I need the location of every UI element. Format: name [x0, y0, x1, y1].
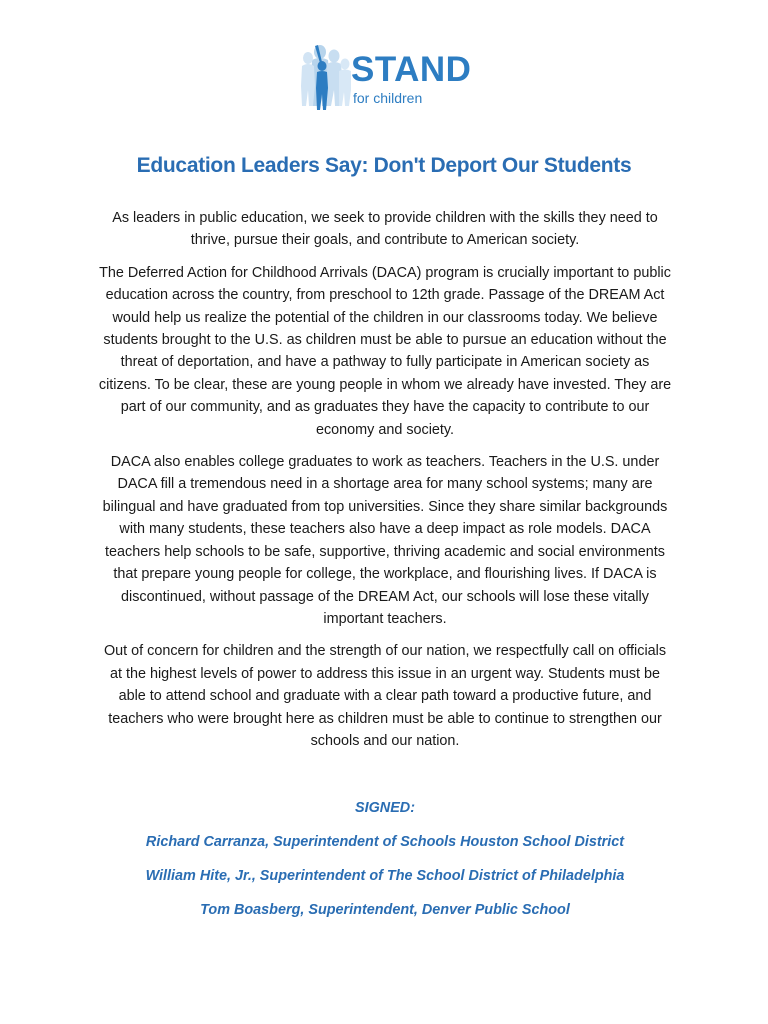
signatory: William Hite, Jr., Superintendent of The School District of Philadelphia — [145, 868, 625, 884]
signed-label: SIGNED: — [355, 800, 415, 816]
paragraph-daca-program: The Deferred Action for Childhood Arrivals (DACA) program is crucially important to public education across the country, from preschool to 12th grade. Passage of the DREAM Act would help us realize the potential of the children in our classrooms today. We believe students brought to the U.S. as children must be able to pursue an education without the threat of deportation, and have a pathway to fully participate in American society as citizens. To be clear, these are young people in whom we already have invested. They are part of our community, and as graduates they have the capacity to contribute to our economy and society. — [98, 264, 672, 438]
signatures-section — [96, 796, 674, 932]
children-figures-icon — [300, 44, 352, 112]
page-title: Education Leaders Say: Don't Deport Our Students — [136, 154, 632, 177]
paragraph-intro: As leaders in public education, we seek to provide children with the skills they need to thrive, pursue their goals, and contribute to American society. — [112, 210, 658, 249]
logo-brand-text: STAND — [351, 50, 472, 89]
logo-tagline-text: for children — [353, 90, 423, 106]
signatory: Richard Carranza, Superintendent of Schools Houston School District — [145, 834, 625, 850]
stand-for-children-logo — [300, 44, 475, 112]
paragraph-daca-teachers: DACA also enables college graduates to work as teachers. Teachers in the U.S. under DACA fill a tremendous need in a shortage area for many school systems; many are bilingual and have graduated from top universities. Since they share similar backgrounds with many students, these teachers also have a deep impact as role models. DACA teachers help schools to be safe, supportive, thriving academic and social environments that prepare young people for college, the workplace, and flourishing lives. If DACA is discontinued, without passage of the DREAM Act, our schools will lose these vitally important teachers. — [102, 454, 668, 627]
paragraph-call-to-action: Out of concern for children and the strength of our nation, we respectfully call on officials at the highest levels of power to address this issue in an urgent way. Students must be able to attend school and graduate with a clear path toward a productive future, and teachers who were brought here as children must be able to continue to strengthen our schools and our nation. — [103, 643, 667, 749]
signatory: Tom Boasberg, Superintendent, Denver Public School — [200, 902, 570, 918]
document-body — [96, 207, 674, 762]
